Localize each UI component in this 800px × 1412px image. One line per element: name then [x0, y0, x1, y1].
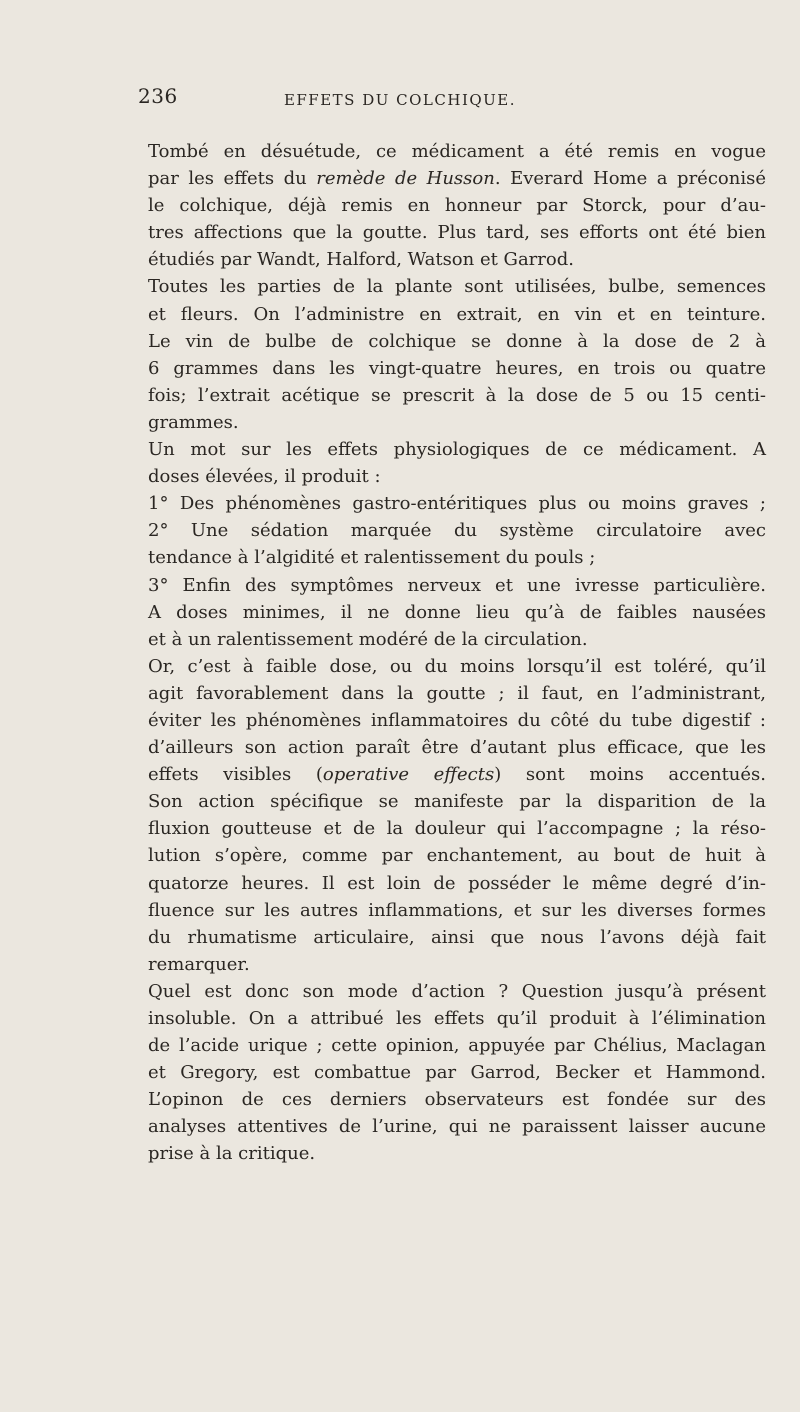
text-line: fluence sur les autres inflammations, et sur les diverses formes: [148, 899, 766, 921]
text-segment: ) sont moins accentués.: [494, 764, 767, 786]
text-line: et Gregory, est combattue par Garrod, Becker et Hammond.: [148, 1062, 766, 1084]
text-line: du rhumatisme articulaire, ainsi que nous l’avons déjà fait: [148, 926, 766, 948]
text-line: Son action spécifique se manifeste par la disparition de la: [148, 791, 766, 813]
text-segment: effets visibles (: [148, 764, 323, 786]
text-line: A doses minimes, il ne donne lieu qu’à de faibles nausées: [148, 601, 766, 623]
text-line: tres affections que la goutte. Plus tard, ses efforts ont été bien: [148, 222, 766, 244]
text-line: fluxion goutteuse et de la douleur qui l’accompagne ; la réso-: [148, 818, 766, 840]
text-line: prise à la critique.: [148, 1143, 316, 1165]
text-line: Le vin de bulbe de colchique se donne à la dose de 2 à: [148, 330, 766, 352]
italic-text-segment: operative effects: [322, 764, 495, 786]
text-line: L’opinon de ces derniers observateurs est fondée sur des: [148, 1089, 766, 1111]
text-line: étudiés par Wandt, Halford, Watson et Garrod.: [148, 249, 574, 271]
text-line: Quel est donc son mode d’action ? Question jusqu’à présent: [148, 980, 766, 1002]
text-line: 3° Enfin des symptômes nerveux et une ivresse particulière.: [148, 574, 766, 596]
text-line: remarquer.: [148, 953, 250, 975]
italic-text-segment: remède de Husson: [316, 168, 495, 190]
text-line: d’ailleurs son action paraît être d’autant plus efficace, que les: [148, 737, 766, 759]
text-line: insoluble. On a attribué les effets qu’il produit à l’élimination: [148, 1008, 766, 1029]
text-line: Un mot sur les effets physiologiques de ce médicament. A: [148, 439, 766, 461]
text-line: agit favorablement dans la goutte ; il faut, en l’administrant,: [148, 682, 766, 704]
text-line: et fleurs. On l’administre en extrait, en vin et en teinture.: [148, 303, 766, 325]
text-line: éviter les phénomènes inflammatoires du côté du tube digestif :: [148, 709, 766, 731]
text-line: [148, 761, 766, 788]
text-line: Toutes les parties de la plante sont utilisées, bulbe, semences: [148, 276, 766, 298]
text-line: lution s’opère, comme par enchantement, au bout de huit à: [148, 845, 766, 867]
page-number: 236: [138, 84, 178, 108]
text-line: et à un ralentissement modéré de la circulation.: [148, 628, 588, 650]
text-line: Tombé en désuétude, ce médicament a été remis en vogue: [148, 141, 766, 162]
text-line: doses élevées, il produit :: [148, 466, 381, 488]
text-line: quatorze heures. Il est loin de posséder le même degré d’in-: [148, 872, 766, 894]
text-line: tendance à l’algidité et ralentissement du pouls ;: [148, 547, 596, 569]
body-text: [148, 138, 766, 1168]
text-segment: par les effets du: [148, 168, 317, 190]
text-line: [148, 165, 766, 192]
text-line: le colchique, déjà remis en honneur par Storck, pour d’au-: [148, 195, 766, 217]
text-line: analyses attentives de l’urine, qui ne paraissent laisser aucune: [148, 1116, 766, 1138]
text-line: de l’acide urique ; cette opinion, appuyée par Chélius, Maclagan: [148, 1035, 766, 1057]
text-line: 1° Des phénomènes gastro-entéritiques plus ou moins graves ;: [148, 493, 766, 515]
text-line: Or, c’est à faible dose, ou du moins lorsqu’il est toléré, qu’il: [148, 655, 766, 677]
text-segment: . Everard Home a préconisé: [494, 168, 766, 190]
running-head: EFFETS DU COLCHIQUE.: [283, 91, 517, 109]
text-line: grammes.: [148, 411, 239, 433]
text-line: 2° Une sédation marquée du système circulatoire avec: [148, 520, 766, 542]
text-line: 6 grammes dans les vingt-quatre heures, en trois ou quatre: [148, 357, 766, 379]
text-line: fois; l’extrait acétique se prescrit à la dose de 5 ou 15 centi-: [148, 384, 766, 406]
